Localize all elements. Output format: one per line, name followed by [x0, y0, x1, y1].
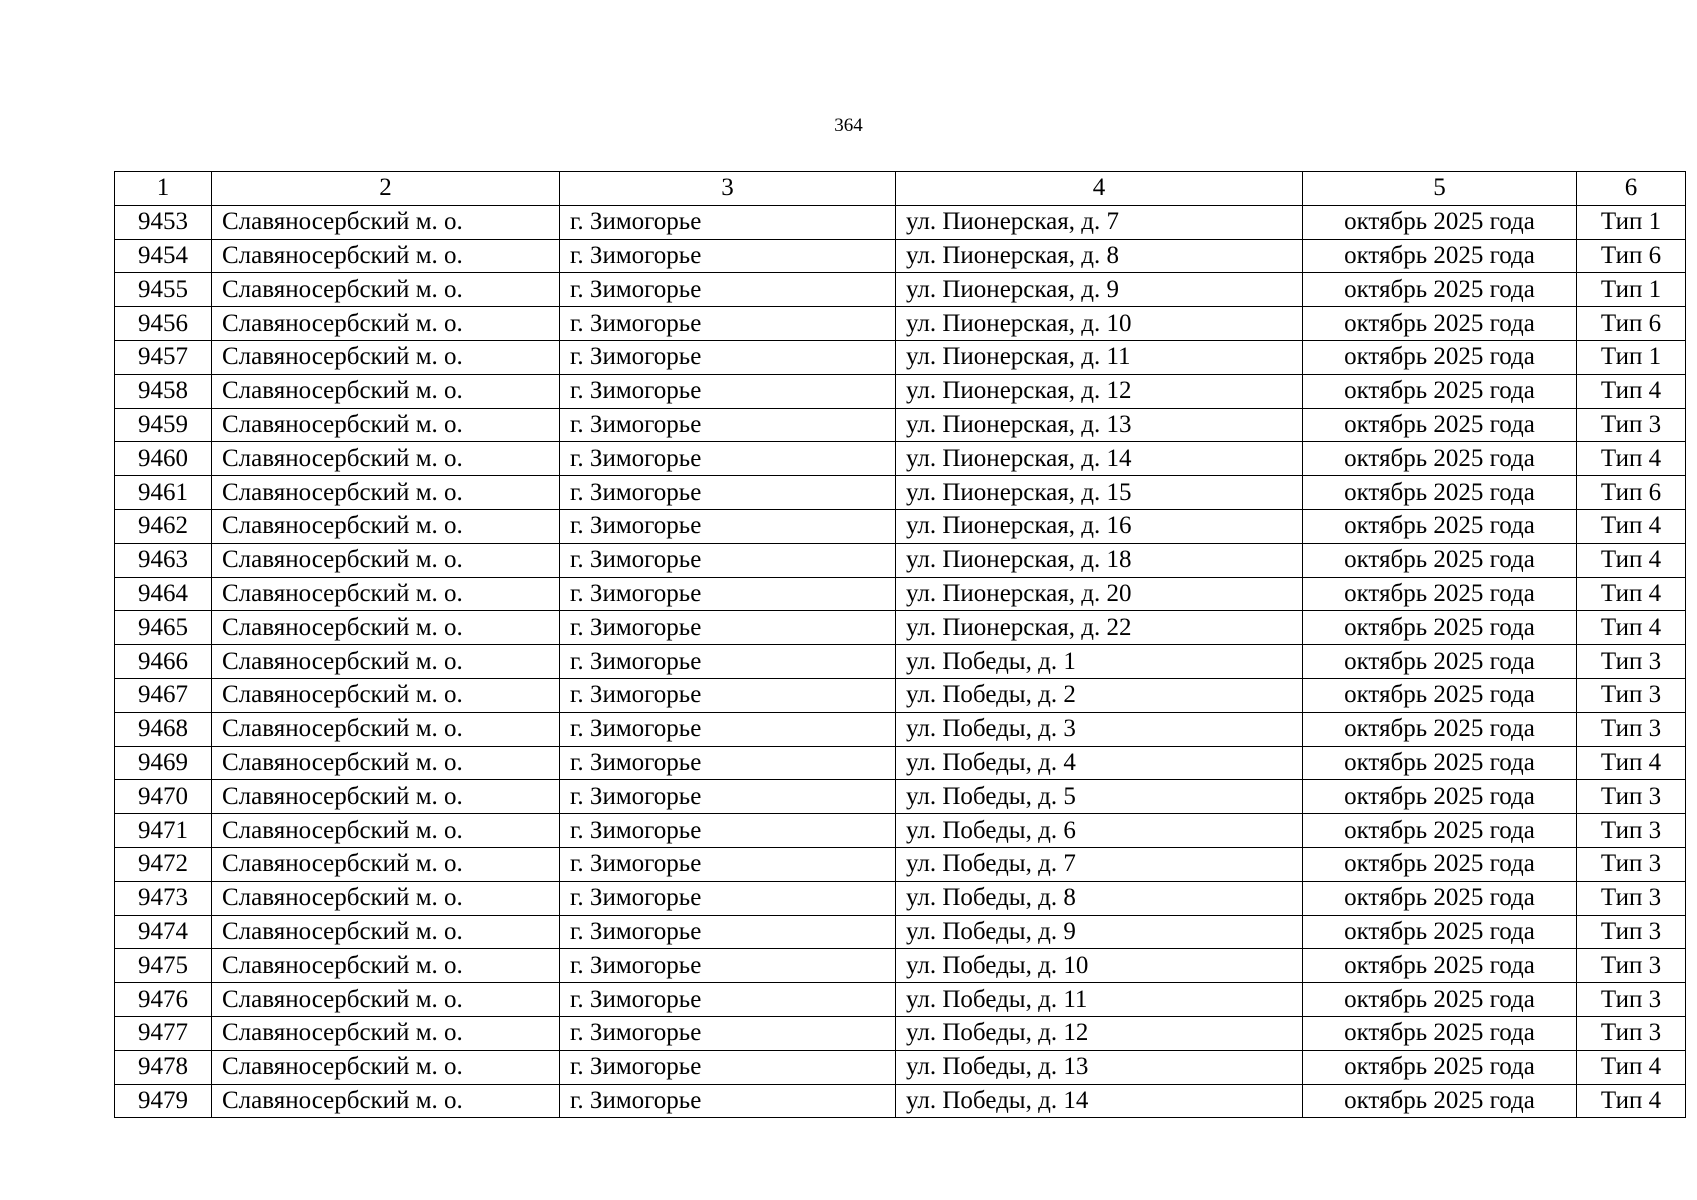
table-row [115, 1084, 1686, 1118]
type-cell: Тип 4 [1577, 1084, 1686, 1118]
table-row [115, 814, 1686, 848]
column-header: 4 [896, 172, 1303, 206]
type-cell: Тип 3 [1577, 881, 1686, 915]
settlement-cell: г. Зимогорье [560, 814, 896, 848]
settlement-cell: г. Зимогорье [560, 273, 896, 307]
row-number-cell: 9460 [115, 442, 212, 476]
date-cell: октябрь 2025 года [1303, 780, 1577, 814]
address-cell: ул. Победы, д. 14 [896, 1084, 1303, 1118]
table-row [115, 1016, 1686, 1050]
settlement-cell: г. Зимогорье [560, 543, 896, 577]
table-row [115, 239, 1686, 273]
settlement-cell: г. Зимогорье [560, 847, 896, 881]
column-header: 1 [115, 172, 212, 206]
date-cell: октябрь 2025 года [1303, 1050, 1577, 1084]
table-row [115, 476, 1686, 510]
type-cell: Тип 4 [1577, 543, 1686, 577]
district-cell: Славяносербский м. о. [212, 307, 560, 341]
address-cell: ул. Пионерская, д. 11 [896, 340, 1303, 374]
address-cell: ул. Победы, д. 11 [896, 983, 1303, 1017]
row-number-cell: 9466 [115, 645, 212, 679]
address-cell: ул. Победы, д. 8 [896, 881, 1303, 915]
district-cell: Славяносербский м. о. [212, 611, 560, 645]
table-row [115, 847, 1686, 881]
column-header: 5 [1303, 172, 1577, 206]
type-cell: Тип 1 [1577, 340, 1686, 374]
settlement-cell: г. Зимогорье [560, 1050, 896, 1084]
district-cell: Славяносербский м. о. [212, 645, 560, 679]
table-row [115, 611, 1686, 645]
type-cell: Тип 6 [1577, 476, 1686, 510]
row-number-cell: 9454 [115, 239, 212, 273]
address-cell: ул. Пионерская, д. 7 [896, 205, 1303, 239]
type-cell: Тип 3 [1577, 814, 1686, 848]
row-number-cell: 9458 [115, 374, 212, 408]
row-number-cell: 9470 [115, 780, 212, 814]
row-number-cell: 9473 [115, 881, 212, 915]
date-cell: октябрь 2025 года [1303, 678, 1577, 712]
row-number-cell: 9478 [115, 1050, 212, 1084]
district-cell: Славяносербский м. о. [212, 205, 560, 239]
type-cell: Тип 4 [1577, 746, 1686, 780]
district-cell: Славяносербский м. о. [212, 746, 560, 780]
table-row [115, 340, 1686, 374]
type-cell: Тип 3 [1577, 678, 1686, 712]
type-cell: Тип 6 [1577, 307, 1686, 341]
date-cell: октябрь 2025 года [1303, 442, 1577, 476]
date-cell: октябрь 2025 года [1303, 611, 1577, 645]
date-cell: октябрь 2025 года [1303, 374, 1577, 408]
district-cell: Славяносербский м. о. [212, 780, 560, 814]
row-number-cell: 9455 [115, 273, 212, 307]
type-cell: Тип 3 [1577, 780, 1686, 814]
district-cell: Славяносербский м. о. [212, 1050, 560, 1084]
settlement-cell: г. Зимогорье [560, 205, 896, 239]
table-row [115, 577, 1686, 611]
row-number-cell: 9463 [115, 543, 212, 577]
settlement-cell: г. Зимогорье [560, 374, 896, 408]
address-cell: ул. Пионерская, д. 12 [896, 374, 1303, 408]
date-cell: октябрь 2025 года [1303, 712, 1577, 746]
district-cell: Славяносербский м. о. [212, 949, 560, 983]
date-cell: октябрь 2025 года [1303, 577, 1577, 611]
table-row [115, 442, 1686, 476]
type-cell: Тип 4 [1577, 611, 1686, 645]
row-number-cell: 9472 [115, 847, 212, 881]
table-header-row [115, 172, 1686, 206]
address-cell: ул. Пионерская, д. 22 [896, 611, 1303, 645]
row-number-cell: 9456 [115, 307, 212, 341]
table-row [115, 509, 1686, 543]
date-cell: октябрь 2025 года [1303, 543, 1577, 577]
row-number-cell: 9471 [115, 814, 212, 848]
table-row [115, 645, 1686, 679]
table-row [115, 678, 1686, 712]
district-cell: Славяносербский м. о. [212, 476, 560, 510]
settlement-cell: г. Зимогорье [560, 476, 896, 510]
page-number: 364 [834, 115, 863, 136]
date-cell: октябрь 2025 года [1303, 645, 1577, 679]
row-number-cell: 9479 [115, 1084, 212, 1118]
address-cell: ул. Победы, д. 3 [896, 712, 1303, 746]
row-number-cell: 9462 [115, 509, 212, 543]
type-cell: Тип 3 [1577, 712, 1686, 746]
table-row [115, 983, 1686, 1017]
column-header: 2 [212, 172, 560, 206]
type-cell: Тип 1 [1577, 273, 1686, 307]
settlement-cell: г. Зимогорье [560, 239, 896, 273]
settlement-cell: г. Зимогорье [560, 678, 896, 712]
date-cell: октябрь 2025 года [1303, 205, 1577, 239]
type-cell: Тип 3 [1577, 847, 1686, 881]
settlement-cell: г. Зимогорье [560, 712, 896, 746]
column-header: 6 [1577, 172, 1686, 206]
date-cell: октябрь 2025 года [1303, 307, 1577, 341]
type-cell: Тип 1 [1577, 205, 1686, 239]
type-cell: Тип 4 [1577, 577, 1686, 611]
date-cell: октябрь 2025 года [1303, 509, 1577, 543]
district-cell: Славяносербский м. о. [212, 442, 560, 476]
date-cell: октябрь 2025 года [1303, 1016, 1577, 1050]
district-cell: Славяносербский м. о. [212, 847, 560, 881]
address-cell: ул. Победы, д. 6 [896, 814, 1303, 848]
table-row [115, 780, 1686, 814]
row-number-cell: 9469 [115, 746, 212, 780]
table-row [115, 543, 1686, 577]
address-cell: ул. Пионерская, д. 14 [896, 442, 1303, 476]
district-cell: Славяносербский м. о. [212, 983, 560, 1017]
row-number-cell: 9457 [115, 340, 212, 374]
address-cell: ул. Победы, д. 7 [896, 847, 1303, 881]
address-cell: ул. Победы, д. 12 [896, 1016, 1303, 1050]
type-cell: Тип 4 [1577, 509, 1686, 543]
address-cell: ул. Победы, д. 10 [896, 949, 1303, 983]
date-cell: октябрь 2025 года [1303, 1084, 1577, 1118]
date-cell: октябрь 2025 года [1303, 408, 1577, 442]
table-row [115, 1050, 1686, 1084]
date-cell: октябрь 2025 года [1303, 949, 1577, 983]
address-cell: ул. Победы, д. 9 [896, 915, 1303, 949]
row-number-cell: 9476 [115, 983, 212, 1017]
settlement-cell: г. Зимогорье [560, 1084, 896, 1118]
district-cell: Славяносербский м. о. [212, 712, 560, 746]
row-number-cell: 9467 [115, 678, 212, 712]
district-cell: Славяносербский м. о. [212, 509, 560, 543]
address-cell: ул. Пионерская, д. 20 [896, 577, 1303, 611]
row-number-cell: 9477 [115, 1016, 212, 1050]
row-number-cell: 9459 [115, 408, 212, 442]
address-cell: ул. Пионерская, д. 18 [896, 543, 1303, 577]
row-number-cell: 9465 [115, 611, 212, 645]
district-cell: Славяносербский м. о. [212, 340, 560, 374]
type-cell: Тип 3 [1577, 915, 1686, 949]
type-cell: Тип 4 [1577, 1050, 1686, 1084]
district-cell: Славяносербский м. о. [212, 881, 560, 915]
settlement-cell: г. Зимогорье [560, 949, 896, 983]
type-cell: Тип 3 [1577, 645, 1686, 679]
settlement-cell: г. Зимогорье [560, 1016, 896, 1050]
settlement-cell: г. Зимогорье [560, 509, 896, 543]
table-row [115, 915, 1686, 949]
date-cell: октябрь 2025 года [1303, 814, 1577, 848]
district-cell: Славяносербский м. о. [212, 577, 560, 611]
table-row [115, 746, 1686, 780]
date-cell: октябрь 2025 года [1303, 847, 1577, 881]
table-body [115, 205, 1686, 1118]
type-cell: Тип 3 [1577, 408, 1686, 442]
district-cell: Славяносербский м. о. [212, 408, 560, 442]
settlement-cell: г. Зимогорье [560, 881, 896, 915]
type-cell: Тип 3 [1577, 1016, 1686, 1050]
table-row [115, 408, 1686, 442]
district-cell: Славяносербский м. о. [212, 678, 560, 712]
type-cell: Тип 4 [1577, 442, 1686, 476]
date-cell: октябрь 2025 года [1303, 915, 1577, 949]
settlement-cell: г. Зимогорье [560, 746, 896, 780]
address-cell: ул. Победы, д. 2 [896, 678, 1303, 712]
settlement-cell: г. Зимогорье [560, 408, 896, 442]
row-number-cell: 9468 [115, 712, 212, 746]
address-cell: ул. Пионерская, д. 16 [896, 509, 1303, 543]
table-row [115, 205, 1686, 239]
registry-table [114, 171, 1686, 1118]
date-cell: октябрь 2025 года [1303, 239, 1577, 273]
type-cell: Тип 4 [1577, 374, 1686, 408]
date-cell: октябрь 2025 года [1303, 273, 1577, 307]
date-cell: октябрь 2025 года [1303, 746, 1577, 780]
settlement-cell: г. Зимогорье [560, 780, 896, 814]
address-cell: ул. Пионерская, д. 15 [896, 476, 1303, 510]
date-cell: октябрь 2025 года [1303, 476, 1577, 510]
district-cell: Славяносербский м. о. [212, 239, 560, 273]
row-number-cell: 9475 [115, 949, 212, 983]
district-cell: Славяносербский м. о. [212, 273, 560, 307]
table-row [115, 712, 1686, 746]
address-cell: ул. Победы, д. 1 [896, 645, 1303, 679]
address-cell: ул. Победы, д. 13 [896, 1050, 1303, 1084]
type-cell: Тип 6 [1577, 239, 1686, 273]
address-cell: ул. Пионерская, д. 10 [896, 307, 1303, 341]
type-cell: Тип 3 [1577, 983, 1686, 1017]
settlement-cell: г. Зимогорье [560, 442, 896, 476]
table-row [115, 374, 1686, 408]
address-cell: ул. Победы, д. 5 [896, 780, 1303, 814]
table-row [115, 949, 1686, 983]
date-cell: октябрь 2025 года [1303, 881, 1577, 915]
row-number-cell: 9464 [115, 577, 212, 611]
district-cell: Славяносербский м. о. [212, 814, 560, 848]
district-cell: Славяносербский м. о. [212, 915, 560, 949]
row-number-cell: 9453 [115, 205, 212, 239]
settlement-cell: г. Зимогорье [560, 611, 896, 645]
settlement-cell: г. Зимогорье [560, 307, 896, 341]
table-row [115, 273, 1686, 307]
district-cell: Славяносербский м. о. [212, 374, 560, 408]
district-cell: Славяносербский м. о. [212, 543, 560, 577]
address-cell: ул. Пионерская, д. 13 [896, 408, 1303, 442]
settlement-cell: г. Зимогорье [560, 915, 896, 949]
address-cell: ул. Победы, д. 4 [896, 746, 1303, 780]
district-cell: Славяносербский м. о. [212, 1084, 560, 1118]
settlement-cell: г. Зимогорье [560, 340, 896, 374]
settlement-cell: г. Зимогорье [560, 577, 896, 611]
table-row [115, 881, 1686, 915]
row-number-cell: 9474 [115, 915, 212, 949]
settlement-cell: г. Зимогорье [560, 645, 896, 679]
table-row [115, 307, 1686, 341]
address-cell: ул. Пионерская, д. 8 [896, 239, 1303, 273]
type-cell: Тип 3 [1577, 949, 1686, 983]
column-header: 3 [560, 172, 896, 206]
date-cell: октябрь 2025 года [1303, 340, 1577, 374]
district-cell: Славяносербский м. о. [212, 1016, 560, 1050]
date-cell: октябрь 2025 года [1303, 983, 1577, 1017]
settlement-cell: г. Зимогорье [560, 983, 896, 1017]
row-number-cell: 9461 [115, 476, 212, 510]
address-cell: ул. Пионерская, д. 9 [896, 273, 1303, 307]
